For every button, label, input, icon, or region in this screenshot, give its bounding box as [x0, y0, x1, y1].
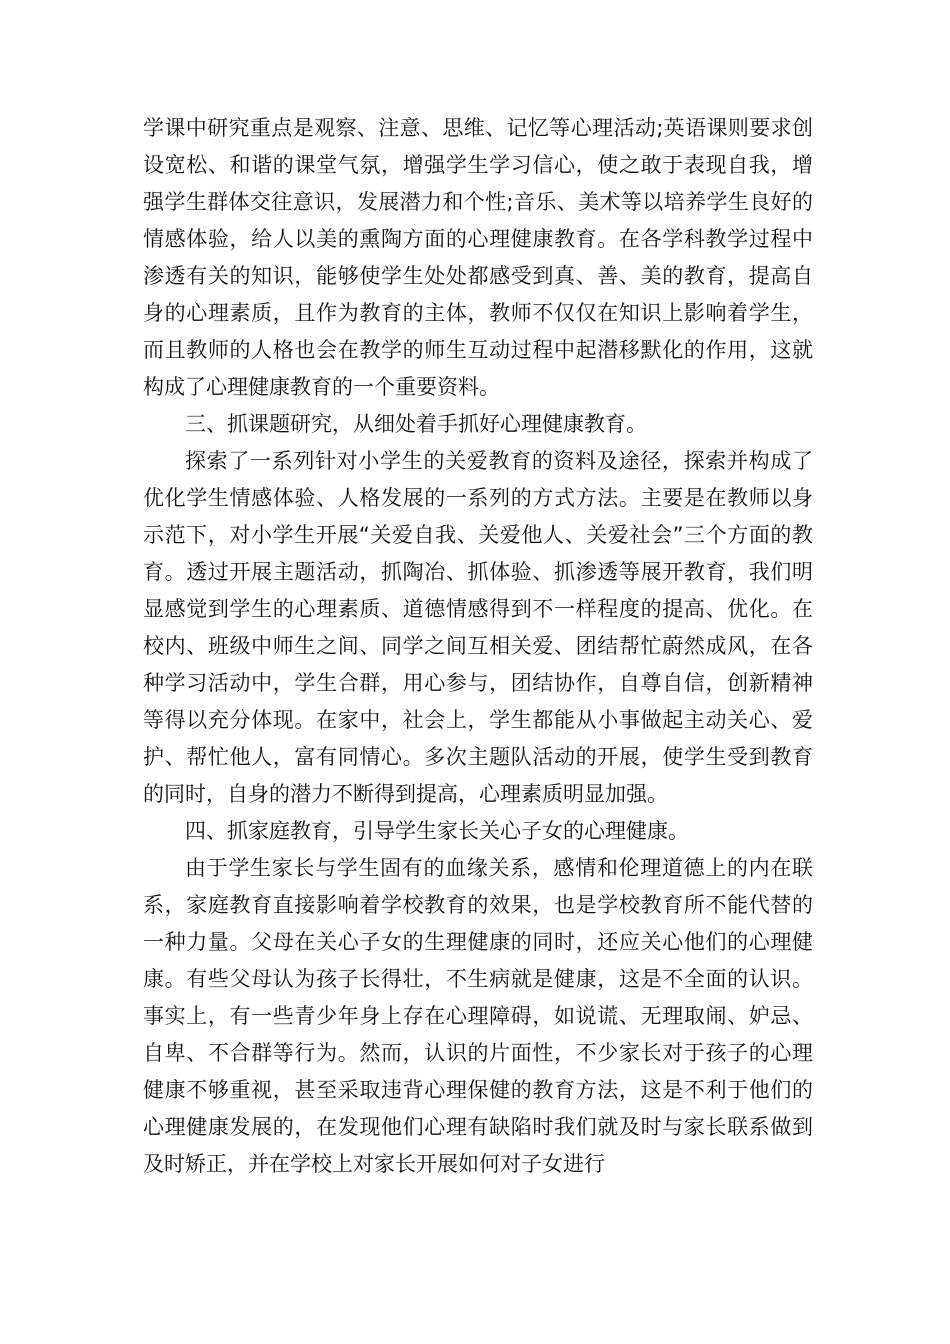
paragraph-body: 探索了一系列针对小学生的关爱教育的资料及途径，探索并构成了优化学生情感体验、人格发展的一系列的方式方法。主要是在教师以身示范下，对小学生开展“关爱自我、关爱他人、关爱社会”三个方面的教育。透过开展主题活动，抓陶冶、抓体验、抓渗透等展开教育，我们明显感觉到学生的心理素质、道德情感得到不一样程度的提高、优化。在校内、班级中师生之间、同学之间互相关爱、团结帮忙蔚然成风，在各种学习活动中，学生合群，用心参与，团结协作，自尊自信，创新精神等得以充分体现。在家中，社会上，学生都能从小事做起主动关心、爱护、帮忙他人，富有同情心。多次主题队活动的开展，使学生受到教育的同时，自身的潜力不断得到提高，心理素质明显加强。	[143, 449, 813, 806]
document-page	[143, 110, 813, 1183]
paragraph-body: 由于学生家长与学生固有的血缘关系，感情和伦理道德上的内在联系，家庭教育直接影响着学校教育的效果，也是学校教育所不能代替的一种力量。父母在关心子女的生理健康的同时，还应关心他们的心理健康。有些父母认为孩子长得壮，不生病就是健康，这是不全面的认识。事实上，有一些青少年身上存在心理障碍，如说谎、无理取闹、妒忌、自卑、不合群等行为。然而，认识的片面性，不少家长对于孩子的心理健康不够重视，甚至采取违背心理保健的教育方法，这是不利于他们的心理健康发展的，在发现他们心理有缺陷时我们就及时与家长联系做到及时矫正，并在学校上对家长开展如何对子女进行	[143, 856, 813, 1176]
section-heading-3: 三、抓课题研究，从细处着手抓好心理健康教育。	[185, 412, 647, 436]
section-heading-4: 四、抓家庭教育，引导学生家长关心子女的心理健康。	[185, 819, 689, 843]
paragraph-continued: 学课中研究重点是观察、注意、思维、记忆等心理活动;英语课则要求创设宽松、和谐的课堂气氛，增强学生学习信心，使之敢于表现自我，增强学生群体交往意识，发展潜力和个性;音乐、美术等以培养学生良好的情感体验，给人以美的熏陶方面的心理健康教育。在各学科教学过程中渗透有关的知识，能够使学生处处都感受到真、善、美的教育，提高自身的心理素质，且作为教育的主体，教师不仅仅在知识上影响着学生，而且教师的人格也会在教学的师生互动过程中起潜移默化的作用，这就构成了心理健康教育的一个重要资料。	[143, 116, 813, 399]
